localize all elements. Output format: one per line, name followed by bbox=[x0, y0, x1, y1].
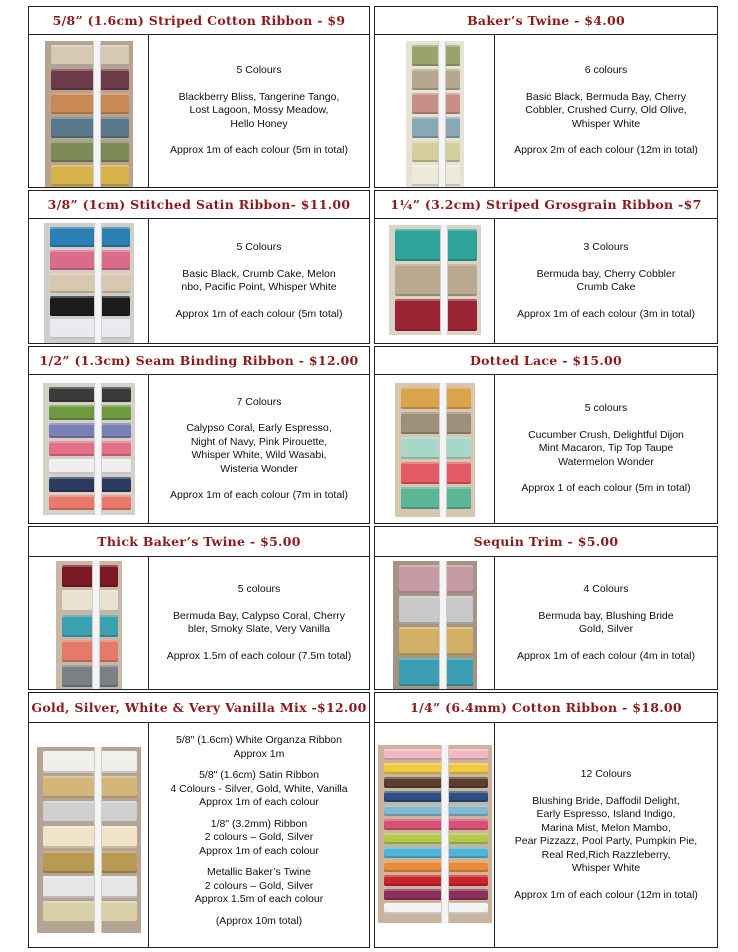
product-title: Gold, Silver, White & Very Vanilla Mix -$12.00 bbox=[29, 693, 369, 723]
ribbon-spools-image bbox=[45, 41, 133, 187]
detail-text: 5/8" (1.6cm) Satin Ribbon 4 Colours - Silver, Gold, White, Vanilla Approx 1m of each colour bbox=[170, 769, 348, 808]
ribbon-spool bbox=[62, 615, 118, 637]
ribbon-spool bbox=[50, 250, 130, 270]
ribbon-photo bbox=[375, 723, 495, 947]
ribbon-spool bbox=[412, 45, 460, 66]
ribbon-spool bbox=[395, 299, 477, 331]
ribbon-spools-image bbox=[406, 41, 464, 187]
ribbon-spool bbox=[62, 565, 118, 587]
ribbon-spool bbox=[384, 819, 488, 830]
ribbon-spools-image bbox=[56, 561, 122, 689]
ribbon-spool bbox=[395, 264, 477, 296]
detail-text: 1/8" (3.2mm) Ribbon 2 colours – Gold, Silver Approx 1m of each colour bbox=[199, 817, 319, 857]
ribbon-photo bbox=[375, 35, 495, 187]
ribbon-spool bbox=[43, 826, 137, 848]
ribbon-photo bbox=[29, 35, 149, 187]
ribbon-spool bbox=[395, 229, 477, 261]
detail-text: Approx 1m of each colour (7m in total) bbox=[170, 489, 348, 501]
product-details bbox=[149, 557, 369, 689]
ribbon-spool bbox=[49, 477, 131, 492]
detail-text: Basic Black, Crumb Cake, Melon nbo, Pacific Point, Whisper White bbox=[181, 267, 337, 293]
ribbon-spool bbox=[401, 487, 471, 509]
detail-text: 12 Colours bbox=[580, 768, 632, 780]
product-details bbox=[495, 375, 717, 523]
ribbon-spool bbox=[49, 387, 131, 402]
product-title: Thick Baker’s Twine - $5.00 bbox=[29, 527, 369, 557]
ribbon-spool bbox=[399, 596, 473, 624]
ribbon-spool bbox=[401, 387, 471, 409]
product-card bbox=[28, 346, 370, 524]
ribbon-spools-image bbox=[395, 383, 475, 517]
product-title: 1/2” (1.3cm) Seam Binding Ribbon - $12.00 bbox=[29, 347, 369, 375]
detail-text: 4 Colours bbox=[583, 583, 629, 595]
detail-text: Bermuda bay, Cherry Cobbler Crumb Cake bbox=[536, 267, 676, 293]
ribbon-photo bbox=[29, 723, 149, 947]
rod bbox=[441, 745, 449, 923]
ribbon-spool bbox=[384, 833, 488, 844]
ribbon-spool bbox=[62, 640, 118, 662]
ribbon-spool bbox=[49, 423, 131, 438]
ribbon-spool bbox=[384, 791, 488, 802]
ribbon-spool bbox=[51, 93, 129, 114]
ribbon-spool bbox=[412, 141, 460, 162]
ribbon-spool bbox=[401, 412, 471, 434]
detail-text: Bermuda Bay, Calypso Coral, Cherry bler, Smoky Slate, Very Vanilla bbox=[173, 609, 345, 635]
detail-text: 6 colours bbox=[584, 64, 628, 77]
detail-text: 5 Colours bbox=[236, 241, 282, 253]
ribbon-spool bbox=[62, 665, 118, 687]
product-title: Sequin Trim - $5.00 bbox=[375, 527, 717, 557]
detail-text: Metallic Baker’s Twine 2 colours – Gold, Silver Approx 1.5m of each colour bbox=[194, 866, 324, 905]
detail-text: Bermuda bay, Blushing Bride Gold, Silver bbox=[538, 609, 674, 635]
product-details bbox=[495, 723, 717, 947]
detail-text: 5 colours bbox=[237, 583, 281, 595]
ribbon-spool bbox=[51, 117, 129, 138]
detail-text: Calypso Coral, Early Espresso, Night of Navy, Pink Pirouette, Whisper White, Wild Wasabi, Wisteria Wonder bbox=[186, 422, 332, 475]
ribbon-spool bbox=[412, 69, 460, 90]
ribbon-spool bbox=[51, 69, 129, 90]
product-details bbox=[149, 219, 369, 343]
ribbon-spool bbox=[384, 749, 488, 760]
ribbon-spool bbox=[49, 459, 131, 474]
detail-text: Approx 1m of each colour (5m total) bbox=[175, 307, 343, 320]
rod bbox=[93, 41, 101, 187]
product-details bbox=[495, 557, 717, 689]
detail-text: Cucumber Crush, Delightful Dijon Mint Macaron, Tip Top Taupe Watermelon Wonder bbox=[528, 428, 684, 468]
ribbon-spool bbox=[399, 658, 473, 686]
detail-text: Approx 1 of each colour (5m in total) bbox=[521, 482, 691, 495]
product-title: Baker’s Twine - $4.00 bbox=[375, 7, 717, 35]
ribbon-spool bbox=[399, 565, 473, 593]
ribbon-spool bbox=[384, 903, 488, 914]
detail-text: 5/8" (1.6cm) White Organza Ribbon Approx 1m bbox=[176, 734, 342, 760]
ribbon-spool bbox=[49, 405, 131, 420]
rod bbox=[92, 561, 100, 689]
ribbon-spool bbox=[384, 847, 488, 858]
ribbon-spool bbox=[412, 165, 460, 186]
ribbon-photo bbox=[375, 557, 495, 689]
ribbon-photo bbox=[29, 557, 149, 689]
ribbon-spool bbox=[51, 141, 129, 162]
product-title: Dotted Lace - $15.00 bbox=[375, 347, 717, 375]
ribbon-spool bbox=[384, 861, 488, 872]
ribbon-spools-image bbox=[44, 223, 134, 343]
product-card bbox=[28, 692, 370, 948]
rod bbox=[94, 747, 102, 933]
ribbon-spool bbox=[43, 801, 137, 823]
ribbon-spool bbox=[43, 776, 137, 798]
ribbon-spool bbox=[43, 876, 137, 898]
rod bbox=[94, 223, 102, 343]
product-card bbox=[28, 526, 370, 690]
detail-text: 5 Colours bbox=[236, 64, 282, 77]
ribbon-spool bbox=[412, 93, 460, 114]
ribbon-spools-image bbox=[393, 561, 477, 689]
ribbon-spool bbox=[384, 889, 488, 900]
detail-text: (Approx 10m total) bbox=[215, 914, 303, 927]
detail-text: Blushing Bride, Daffodil Delight, Early Espresso, Island Indigo, Marina Mist, Melon Mambo, Pear Pizzazz, Pool Party, Pumpkin Pie, Real Red,Rich Razzleberry, Whisper White bbox=[514, 794, 698, 874]
ribbon-spool bbox=[50, 273, 130, 293]
detail-text: Approx 1m of each colour (4m in total) bbox=[517, 649, 695, 662]
product-card bbox=[374, 190, 718, 344]
ribbon-spool bbox=[384, 875, 488, 886]
ribbon-spool bbox=[49, 495, 131, 510]
ribbon-spool bbox=[401, 462, 471, 484]
ribbon-spool bbox=[43, 851, 137, 873]
ribbon-spools-image bbox=[43, 383, 135, 515]
ribbon-photo bbox=[29, 219, 149, 343]
product-card bbox=[28, 190, 370, 344]
ribbon-spool bbox=[43, 751, 137, 773]
product-card bbox=[374, 526, 718, 690]
rod bbox=[440, 225, 448, 335]
ribbon-spools-image bbox=[378, 745, 492, 923]
ribbon-spools-image bbox=[37, 747, 141, 933]
ribbon-photo bbox=[29, 375, 149, 523]
ribbon-spool bbox=[51, 165, 129, 186]
ribbon-spool bbox=[43, 901, 137, 923]
ribbon-spool bbox=[401, 437, 471, 459]
rod bbox=[438, 41, 446, 187]
product-details bbox=[149, 723, 369, 947]
product-card bbox=[374, 346, 718, 524]
rod bbox=[439, 561, 447, 689]
product-card bbox=[374, 6, 718, 188]
ribbon-spool bbox=[412, 117, 460, 138]
detail-text: 7 Colours bbox=[236, 395, 282, 408]
product-card bbox=[374, 692, 718, 948]
detail-text: Blackberry Bliss, Tangerine Tango, Lost Lagoon, Mossy Meadow, Hello Honey bbox=[178, 90, 340, 130]
rod bbox=[439, 383, 447, 517]
ribbon-spool bbox=[399, 627, 473, 655]
product-title: 3/8” (1cm) Stitched Satin Ribbon- $11.00 bbox=[29, 191, 369, 219]
detail-text: Basic Black, Bermuda Bay, Cherry Cobbler, Crushed Curry, Old Olive, Whisper White bbox=[525, 90, 687, 130]
ribbon-spool bbox=[384, 777, 488, 788]
detail-text: Approx 1m of each colour (12m in total) bbox=[514, 888, 698, 901]
ribbon-spool bbox=[384, 805, 488, 816]
detail-text: Approx 2m of each colour (12m in total) bbox=[514, 144, 698, 157]
detail-text: Approx 1m of each colour (3m in total) bbox=[517, 307, 695, 320]
product-details bbox=[149, 375, 369, 523]
ribbon-spool bbox=[50, 296, 130, 316]
product-title: 1¼” (3.2cm) Striped Grosgrain Ribbon -$7 bbox=[375, 191, 717, 219]
detail-text: Approx 1m of each colour (5m in total) bbox=[170, 144, 348, 157]
product-title: 1/4” (6.4mm) Cotton Ribbon - $18.00 bbox=[375, 693, 717, 723]
detail-text: 5 colours bbox=[584, 402, 628, 415]
detail-text: Approx 1.5m of each colour (7.5m total) bbox=[166, 649, 352, 662]
product-title: 5/8” (1.6cm) Striped Cotton Ribbon - $9 bbox=[29, 7, 369, 35]
ribbon-photo bbox=[375, 219, 495, 343]
ribbon-spool bbox=[384, 763, 488, 774]
ribbon-spool bbox=[50, 227, 130, 247]
ribbon-spool bbox=[62, 590, 118, 612]
ribbon-spool bbox=[50, 319, 130, 339]
ribbon-photo bbox=[375, 375, 495, 523]
rod bbox=[94, 383, 102, 515]
product-details bbox=[495, 219, 717, 343]
product-details bbox=[149, 35, 369, 187]
detail-text: 3 Colours bbox=[583, 241, 629, 253]
ribbon-spools-image bbox=[389, 225, 481, 335]
ribbon-spool bbox=[51, 45, 129, 66]
ribbon-spool bbox=[49, 441, 131, 456]
product-card bbox=[28, 6, 370, 188]
product-details bbox=[495, 35, 717, 187]
